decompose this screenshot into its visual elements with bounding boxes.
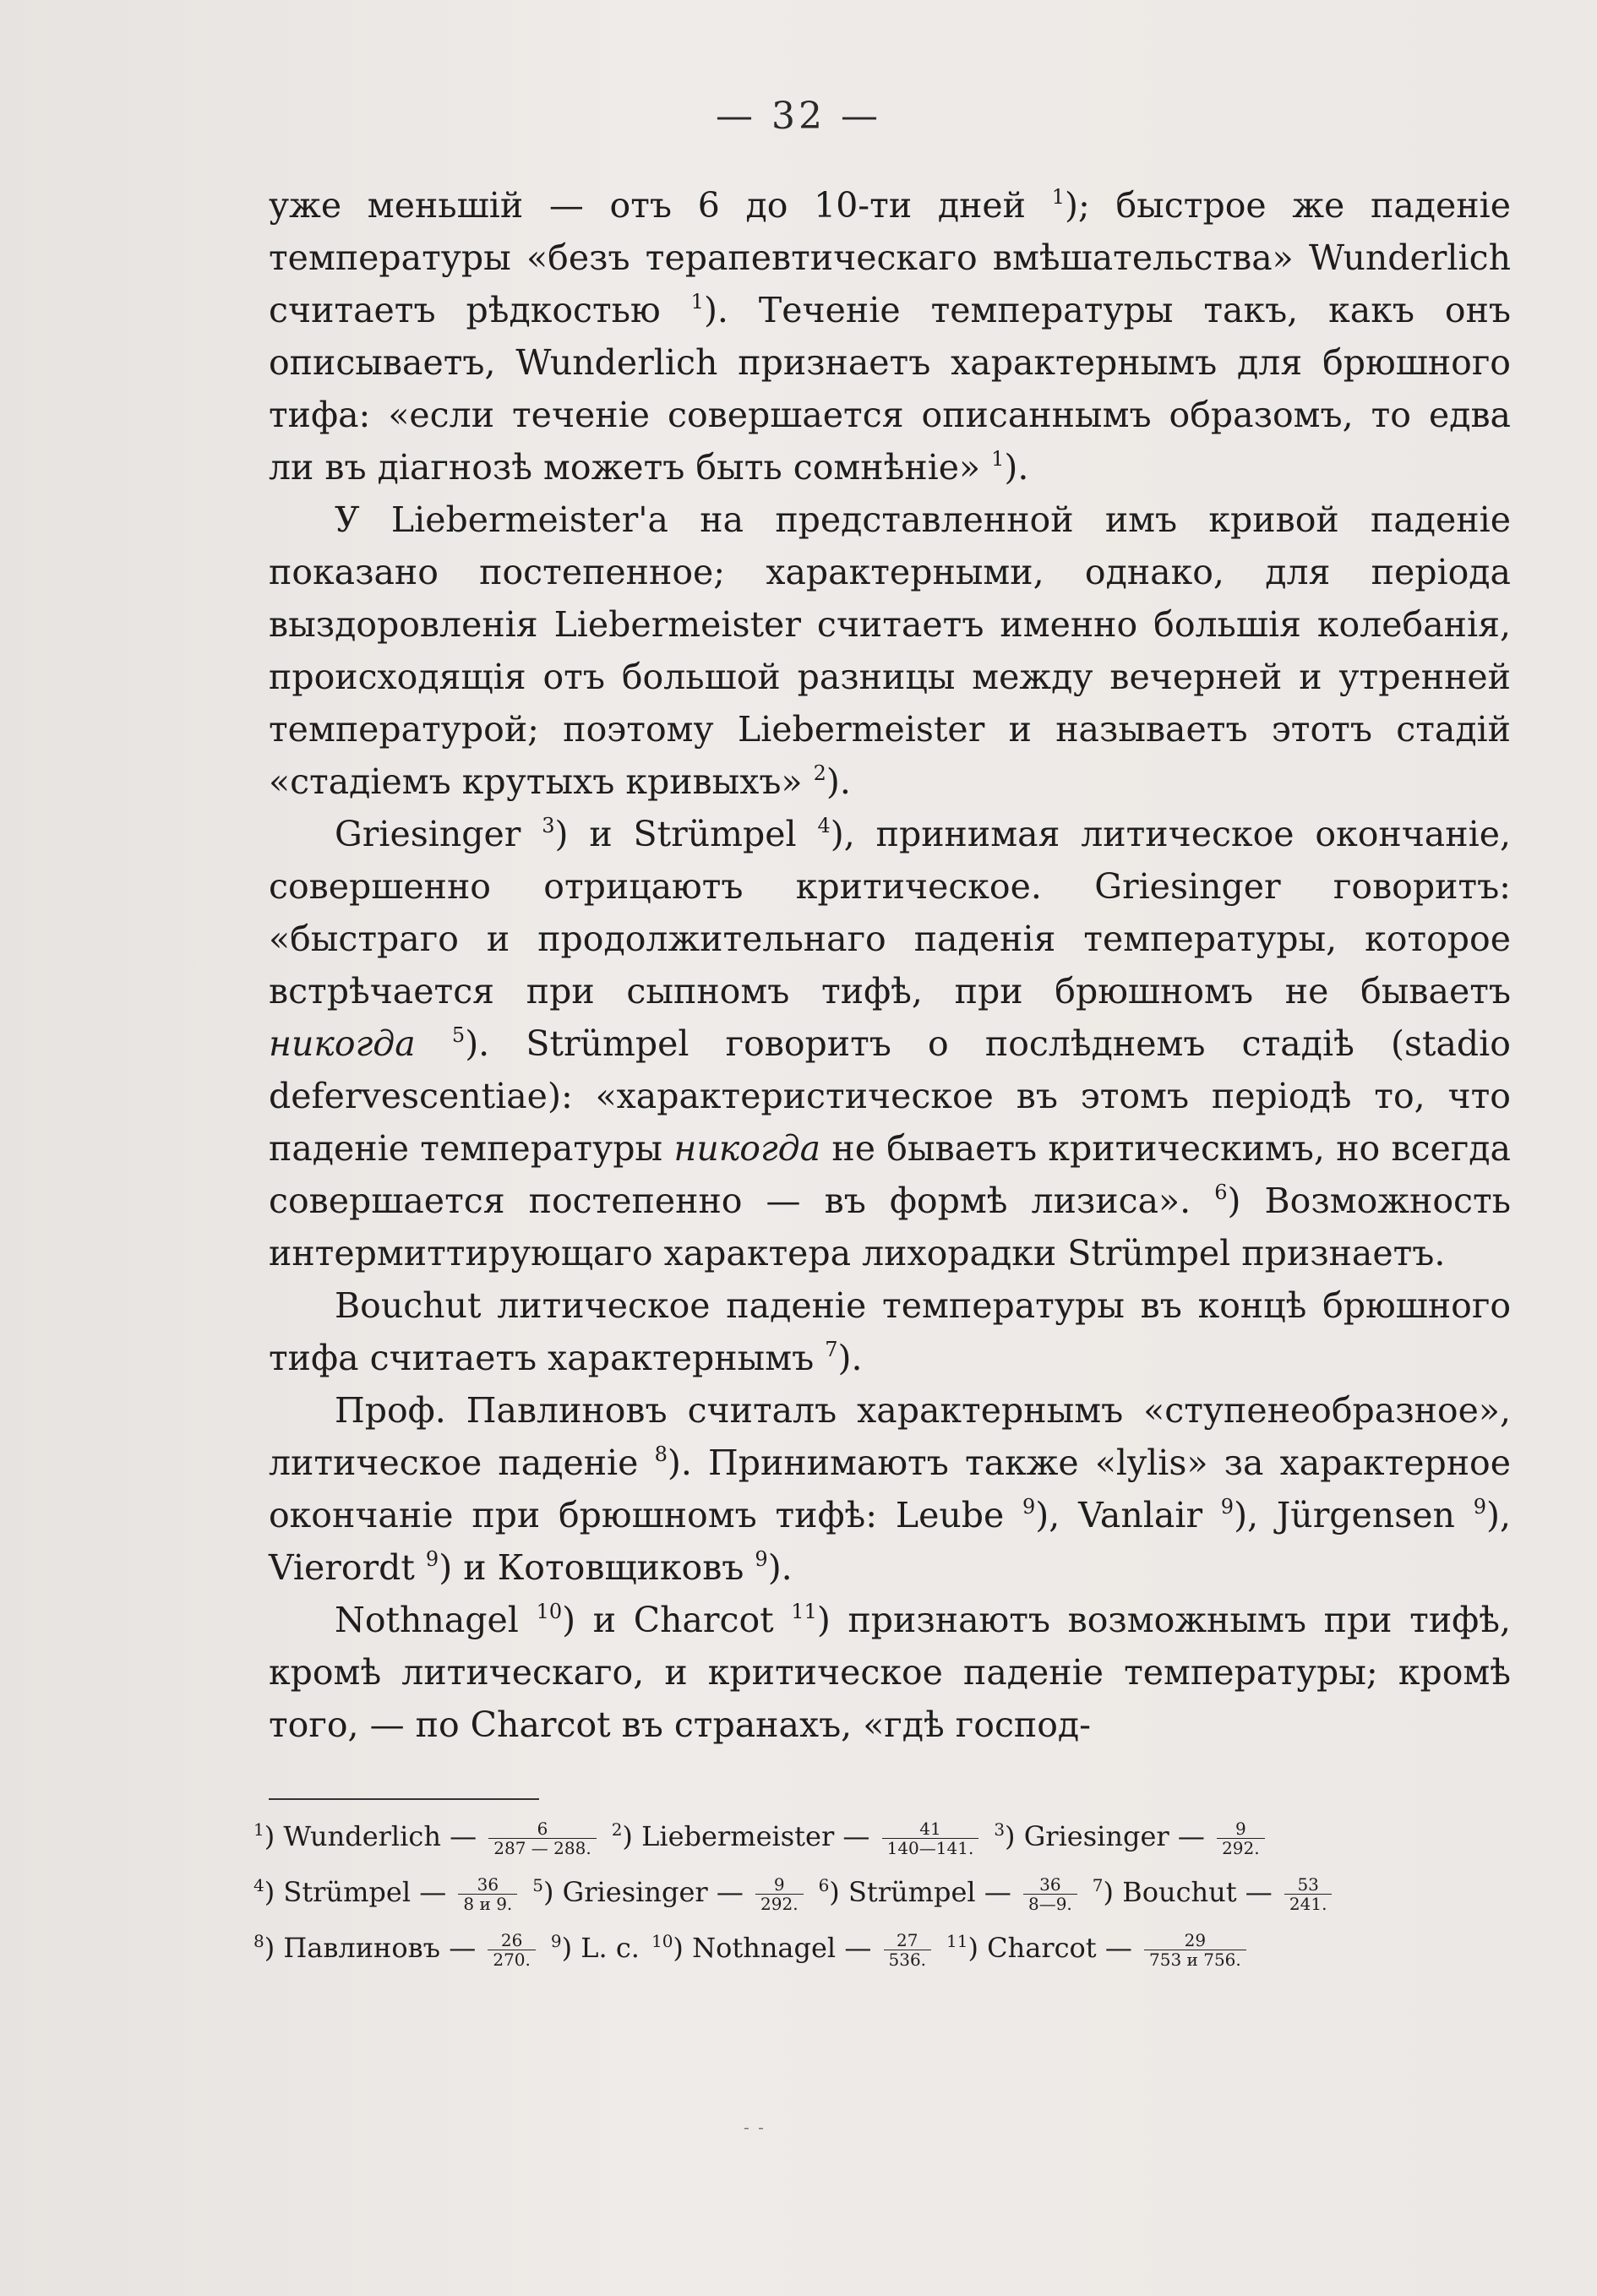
footnote-page-fraction [1023, 1875, 1077, 1913]
footnote-mark: 3 [994, 1819, 1006, 1840]
footnote-dash: — [411, 1876, 455, 1908]
footnote-mark: 1 [253, 1819, 264, 1840]
footnote-reference: 6 [1214, 1181, 1228, 1204]
footnote-mark: 11 [946, 1931, 968, 1951]
paragraph [269, 808, 1511, 1279]
footnote-reference: 1 [690, 290, 704, 314]
footnote-page-fraction [488, 1931, 536, 1969]
text-run: ), принимая литическое окончаніе, совершенно отрицаютъ критическое. Griesinger говоритъ: «быстраго и продолжительнаго паденія температуры, которое встрѣчается при сыпномъ тифѣ, при брюшномъ не бываетъ [269, 814, 1511, 1012]
text-run: Griesinger [335, 814, 542, 854]
fraction-denominator: 8 и 9. [463, 1894, 513, 1914]
footnote-reference: 7 [825, 1338, 838, 1361]
footnote-paren: ) [543, 1876, 563, 1908]
footnote [1093, 1864, 1336, 1920]
footnote-author: Strümpel [283, 1876, 412, 1908]
paragraph [269, 1279, 1511, 1384]
footnote-reference: 9 [425, 1547, 439, 1571]
paragraph [269, 179, 1511, 494]
footnote-reference: 11 [791, 1600, 817, 1623]
footnote [532, 1864, 806, 1920]
footnote-paren: ) [622, 1820, 642, 1852]
footnote-mark: 6 [818, 1875, 830, 1895]
footnote-paren: ) [1103, 1876, 1123, 1908]
footnote-separator [269, 1798, 539, 1800]
emphasized-word: никогда [269, 1023, 416, 1064]
footnote-reference: 8 [654, 1442, 668, 1466]
text-run: ). [826, 761, 851, 802]
page-number-header: — 32 — [716, 95, 881, 138]
footnote-reference: 10 [536, 1600, 563, 1623]
footnote-author: Liebermeister [641, 1820, 835, 1852]
footnote-author: Charcot [987, 1932, 1097, 1964]
text-run: ) Возможность интермиттирующаго характера лихорадки Strümpel признаетъ. [269, 1181, 1511, 1273]
footnote [994, 1808, 1267, 1864]
fraction-denominator: 536. [888, 1950, 927, 1970]
footnote-reference: 1 [991, 447, 1005, 471]
footnote-paren: ) [264, 1932, 284, 1964]
footnote-reference: 9 [1473, 1495, 1486, 1519]
footnote-dash: — [1096, 1932, 1141, 1964]
footnote-line [253, 1920, 1521, 1976]
footnotes [253, 1808, 1521, 1976]
text-run: ). [767, 1547, 793, 1588]
text-run: уже меньшій — отъ 6 до 10-ти дней [269, 185, 1052, 226]
fraction-denominator: 292. [1222, 1838, 1260, 1858]
footnote-reference: 2 [813, 761, 826, 785]
footnote [253, 1864, 521, 1920]
footnote-mark: 5 [532, 1875, 544, 1895]
footnote-author: L. c. [580, 1932, 640, 1964]
footnote-author: Wunderlich [283, 1820, 441, 1852]
footnote-author: Bouchut [1122, 1876, 1237, 1908]
fraction-denominator: 140—141. [886, 1838, 974, 1858]
fraction-numerator: 53 [1284, 1875, 1333, 1895]
footnote-line [253, 1864, 1521, 1920]
footnote-reference: 5 [451, 1023, 466, 1047]
text-run: ), Vanlair [1035, 1495, 1221, 1535]
footnote-dash: — [1236, 1876, 1281, 1908]
text-run: У Liebermeister'a на представленной имъ кривой паденіе показано постепенное; характерными, однако, для періода выздоровленія Liebermeister считаетъ именно большія колебанія, происходящія отъ большой разницы между вечерней и утренней температурой; поэтому Liebermeister и называетъ этотъ стадій «стадіемъ крутыхъ кривыхъ» [269, 499, 1511, 802]
footnote-paren: ) [829, 1876, 848, 1908]
footnote-page-fraction [1217, 1819, 1265, 1857]
footnote-page-fraction [1144, 1931, 1246, 1969]
fraction-numerator: 41 [882, 1819, 979, 1839]
footnote-dash: — [836, 1932, 880, 1964]
paragraph [269, 1384, 1511, 1594]
print-specks: - - [744, 2117, 766, 2137]
fraction-denominator: 287 — 288. [493, 1838, 591, 1858]
text-run: Nothnagel [335, 1600, 537, 1640]
fraction-numerator: 9 [755, 1875, 804, 1895]
footnote-author: Strümpel [848, 1876, 976, 1908]
text-run: ) и Котовщиковъ [439, 1547, 755, 1588]
footnote [253, 1920, 539, 1976]
text-run: ) и Charcot [562, 1600, 792, 1640]
footnote [551, 1920, 640, 1976]
text-run: ). [837, 1338, 863, 1378]
fraction-numerator: 26 [488, 1931, 536, 1950]
footnote [612, 1808, 983, 1864]
footnote-reference: 9 [755, 1547, 768, 1571]
fraction-denominator: 292. [760, 1894, 798, 1914]
footnote-paren: ) [1005, 1820, 1024, 1852]
fraction-numerator: 27 [884, 1931, 932, 1950]
paragraph [269, 494, 1511, 808]
footnote-paren: ) [967, 1932, 988, 1964]
footnote-mark: 8 [253, 1931, 264, 1951]
text-run: ). [1004, 447, 1029, 488]
text-run: ) признаютъ возможнымъ при тифѣ, кромѣ литическаго, и критическое паденіе температуры; кромѣ того, — по Charcot въ странахъ, «гдѣ господ- [269, 1600, 1511, 1745]
text-run: ); быстрое же паденіе температуры «безъ терапевтическаго вмѣшательства» Wunderlich считаетъ рѣдкостью [269, 185, 1511, 330]
footnote-mark: 7 [1092, 1875, 1104, 1895]
fraction-denominator: 8—9. [1027, 1894, 1072, 1914]
footnote [946, 1920, 1250, 1976]
footnote-page-fraction [882, 1819, 979, 1857]
footnote-dash: — [834, 1820, 879, 1852]
fraction-denominator: 753 и 756. [1149, 1950, 1241, 1970]
footnote [253, 1808, 600, 1864]
fraction-denominator: 270. [493, 1950, 531, 1970]
text-run: не бываетъ критическимъ, но всегда совершается постепенно — въ формѣ лизиса». [269, 1128, 1511, 1221]
footnote [819, 1864, 1081, 1920]
footnote-page-fraction [488, 1819, 596, 1857]
footnote-dash: — [440, 1820, 486, 1852]
footnote-mark: 10 [651, 1931, 673, 1951]
text-run: ). Принимаютъ также «lylis» за характерное окончаніе при брюшномъ тифѣ: Leube [269, 1442, 1511, 1535]
main-text [269, 179, 1511, 1751]
footnote-dash: — [975, 1876, 1020, 1908]
text-run: ) и Strümpel [554, 814, 818, 854]
footnote-reference: 3 [542, 814, 555, 837]
footnote-page-fraction [1284, 1875, 1333, 1913]
text-run: Bouchut литическое паденіе температуры въ концѣ брюшного тифа считаетъ характернымъ [269, 1285, 1511, 1378]
text-run: ), Jürgensen [1234, 1495, 1474, 1535]
footnote-line [253, 1808, 1521, 1864]
footnote-page-fraction [755, 1875, 804, 1913]
fraction-numerator: 9 [1217, 1819, 1265, 1839]
footnote-author: Nothnagel [692, 1932, 837, 1964]
text-run: ). Strümpel говоритъ о послѣднемъ стадіѣ (stadio defervescentiae): «характеристическое въ этомъ періодѣ то, что паденіе температуры [269, 1023, 1511, 1169]
fraction-numerator: 6 [488, 1819, 596, 1839]
footnote-paren: ) [264, 1876, 284, 1908]
footnote-paren: ) [264, 1820, 284, 1852]
footnote-page-fraction [458, 1875, 517, 1913]
footnote-dash: — [440, 1932, 485, 1964]
footnote-mark: 2 [611, 1819, 623, 1840]
fraction-numerator: 36 [1023, 1875, 1077, 1895]
paragraph [269, 1594, 1511, 1751]
footnote-mark: 9 [550, 1931, 562, 1951]
footnote-dash: — [1169, 1820, 1214, 1852]
footnote-reference: 9 [1022, 1495, 1036, 1519]
text-run: ), Vierordt [269, 1495, 1511, 1588]
footnote-paren: ) [561, 1932, 581, 1964]
footnote [651, 1920, 935, 1976]
footnote-author: Griesinger [1023, 1820, 1169, 1852]
footnote-reference: 1 [1051, 185, 1065, 209]
fraction-numerator: 29 [1144, 1931, 1246, 1950]
text-run [416, 1023, 452, 1064]
footnote-author: Павлиновъ [283, 1932, 441, 1964]
footnote-reference: 4 [817, 814, 831, 837]
footnote-paren: ) [673, 1932, 693, 1964]
fraction-denominator: 241. [1289, 1894, 1327, 1914]
fraction-numerator: 36 [458, 1875, 517, 1895]
footnote-mark: 4 [253, 1875, 264, 1895]
text-run: Проф. Павлиновъ считалъ характернымъ «ступенеобразное», литическое паденіе [269, 1390, 1511, 1483]
footnote-author: Griesinger [562, 1876, 708, 1908]
footnote-reference: 9 [1220, 1495, 1235, 1519]
text-run: ). Теченіе температуры такъ, какъ онъ описываетъ, Wunderlich признаетъ характернымъ для брюшного тифа: «если теченіе совершается описаннымъ образомъ, то едва ли въ діагнозѣ можетъ быть сомнѣніе» [269, 290, 1511, 488]
footnote-dash: — [707, 1876, 753, 1908]
emphasized-word: никогда [673, 1128, 821, 1169]
footnote-page-fraction [884, 1931, 932, 1969]
